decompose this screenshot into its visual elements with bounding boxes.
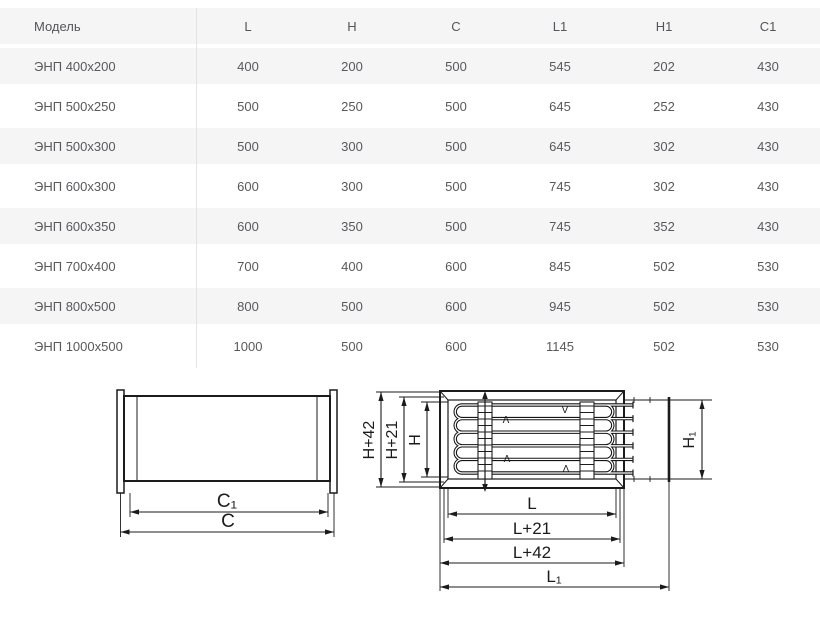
column-header-c1: C1	[759, 18, 777, 34]
value-cell: 945	[549, 298, 571, 314]
value-cell: 600	[445, 298, 467, 314]
value-cell: 600	[445, 338, 467, 354]
value-cell: 600	[237, 178, 259, 194]
flow-arrow-icon: Λ	[502, 415, 510, 426]
dim-label-h42: H+42	[361, 420, 378, 460]
model-cell: ЭНП 500х300	[34, 138, 116, 154]
value-cell: 350	[341, 218, 363, 234]
model-cell: ЭНП 600х350	[34, 218, 116, 234]
model-cell: ЭНП 600х300	[34, 178, 116, 194]
column-header-model: Модель	[34, 18, 81, 34]
dim-label-h1: H₁	[681, 431, 698, 449]
value-cell: 200	[341, 58, 363, 74]
value-cell: 430	[757, 98, 779, 114]
dim-label-l1: L₁	[546, 567, 562, 586]
model-cell: ЭНП 500х250	[34, 98, 116, 114]
model-cell: ЭНП 800х500	[34, 298, 116, 314]
table-row	[0, 208, 820, 248]
value-cell: 530	[757, 338, 779, 354]
value-cell: 500	[341, 298, 363, 314]
table-row	[0, 48, 820, 88]
value-cell: 500	[445, 218, 467, 234]
value-cell: 500	[445, 178, 467, 194]
value-cell: 502	[653, 258, 675, 274]
column-header-h: H	[347, 18, 357, 34]
value-cell: 302	[653, 138, 675, 154]
model-cell: ЭНП 1000х500	[34, 338, 123, 354]
value-cell: 500	[237, 138, 259, 154]
value-cell: 430	[757, 218, 779, 234]
dim-label-h21: H+21	[384, 420, 401, 460]
value-cell: 500	[237, 98, 259, 114]
dim-label-c: C	[221, 511, 235, 532]
value-cell: 502	[653, 298, 675, 314]
column-header-c: C	[451, 18, 461, 34]
table-row	[0, 328, 820, 368]
value-cell: 645	[549, 98, 571, 114]
table-row	[0, 128, 820, 168]
value-cell: 530	[757, 298, 779, 314]
value-cell: 430	[757, 178, 779, 194]
drawing-canvas	[0, 368, 820, 622]
value-cell: 250	[341, 98, 363, 114]
duct-side-view	[117, 390, 337, 537]
table-row	[0, 88, 820, 128]
flow-arrow-icon: Λ	[503, 454, 511, 465]
table-header-row	[0, 8, 820, 48]
value-cell: 1145	[546, 338, 574, 354]
value-cell: 545	[549, 58, 571, 74]
value-cell: 745	[549, 178, 571, 194]
value-cell: 700	[237, 258, 259, 274]
support-bracket	[580, 402, 594, 479]
column-header-l: L	[244, 18, 252, 34]
value-cell: 500	[341, 338, 363, 354]
value-cell: 202	[653, 58, 675, 74]
value-cell: 352	[653, 218, 675, 234]
value-cell: 845	[549, 258, 571, 274]
table-row	[0, 168, 820, 208]
dim-label-l42: L+42	[512, 543, 552, 562]
value-cell: 800	[237, 298, 259, 314]
technical-drawings	[0, 368, 820, 622]
flow-arrow-icon: Λ	[562, 464, 570, 475]
value-cell: 400	[341, 258, 363, 274]
value-cell: 500	[445, 138, 467, 154]
value-cell: 302	[653, 178, 675, 194]
value-cell: 500	[445, 58, 467, 74]
value-cell: 300	[341, 178, 363, 194]
table-row	[0, 248, 820, 288]
flow-arrow-icon: V	[561, 405, 569, 416]
value-cell: 600	[237, 218, 259, 234]
dim-label-l: L	[527, 494, 537, 513]
dim-label-l21: L+21	[512, 519, 552, 538]
model-cell: ЭНП 700х400	[34, 258, 116, 274]
dim-label-h: H	[407, 434, 424, 446]
model-cell: ЭНП 400х200	[34, 58, 116, 74]
value-cell: 745	[549, 218, 571, 234]
value-cell: 400	[237, 58, 259, 74]
value-cell: 430	[757, 58, 779, 74]
value-cell: 600	[445, 258, 467, 274]
value-cell: 502	[653, 338, 675, 354]
dim-label-c1: C₁	[216, 491, 238, 512]
column-header-l1: L1	[552, 18, 568, 34]
value-cell: 252	[653, 98, 675, 114]
column-header-h1: H1	[655, 18, 673, 34]
value-cell: 645	[549, 138, 571, 154]
value-cell: 300	[341, 138, 363, 154]
value-cell: 430	[757, 138, 779, 154]
value-cell: 530	[757, 258, 779, 274]
value-cell: 1000	[233, 338, 263, 354]
table-row	[0, 288, 820, 328]
value-cell: 500	[445, 98, 467, 114]
heater-front-view	[361, 391, 712, 591]
